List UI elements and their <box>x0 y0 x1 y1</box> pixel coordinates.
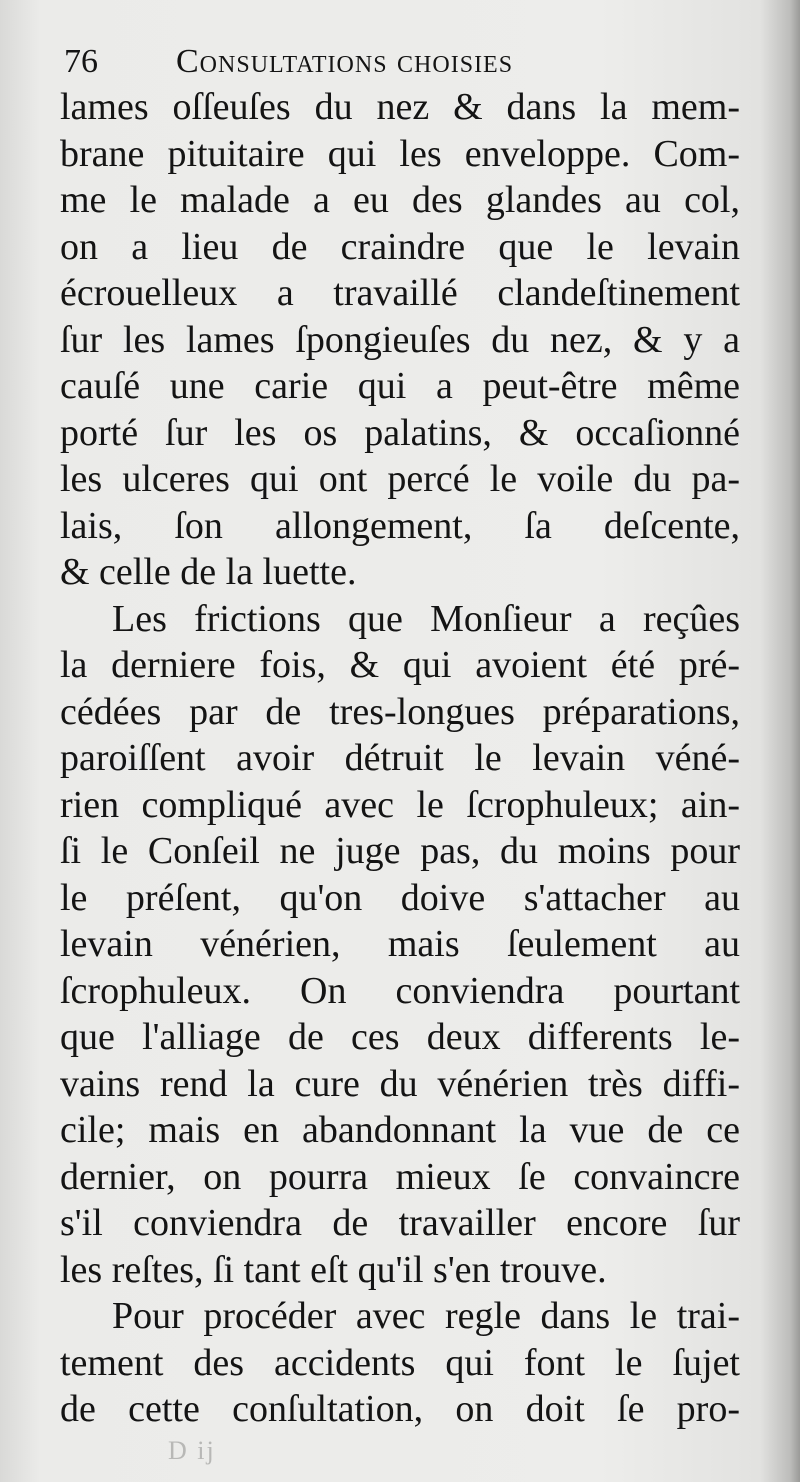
text-line: de cette conſultation, on doit ſe pro- <box>60 1388 740 1430</box>
text-line: ſcrophuleux. On conviendra pourtant <box>60 969 740 1012</box>
text-line: tement des accidents qui font le ſujet <box>60 1341 740 1384</box>
text-line: levain vénérien, mais ſeulement au <box>60 923 740 965</box>
text-line: cédées par de tres-longues préparations, <box>60 690 740 733</box>
text-line: cauſé une carie qui a peut-être même <box>60 365 740 407</box>
text-line: porté ſur les os palatins, & occaſionné <box>60 411 740 454</box>
text-line: & celle de la luette. <box>60 551 357 593</box>
text-line: lais, ſon allongement, ſa deſcente, <box>60 504 740 547</box>
text-line: cile; mais en abandonnant la vue de ce <box>60 1109 740 1151</box>
running-head: Consultations choisies <box>176 43 514 80</box>
text-line: la derniere fois, & qui avoient été pré- <box>60 644 740 686</box>
text-line: ſur les lames ſpongieuſes du nez, & y a <box>60 318 740 361</box>
text-line: on a lieu de craindre que le levain <box>60 225 740 268</box>
text-line: me le malade a eu des glandes au col, <box>60 179 740 221</box>
page-header <box>64 42 664 82</box>
text-line: brane pituitaire qui les enveloppe. Com- <box>60 132 740 175</box>
text-line: écrouelleux a travaillé clandeſtinement <box>60 272 740 314</box>
text-line: ſi le Conſeil ne juge pas, du moins pour <box>60 830 740 872</box>
text-line: le préſent, qu'on doive s'attacher au <box>60 876 740 919</box>
text-line: Les frictions que Monſieur a reçûes <box>112 597 740 640</box>
text-line: vains rend la cure du vénérien très diffi- <box>60 1062 740 1105</box>
text-line: s'il conviendra de travailler encore ſur <box>60 1202 740 1244</box>
text-line: Pour procéder avec regle dans le trai- <box>112 1295 740 1337</box>
text-line: les reſtes, ſi tant eſt qu'il s'en trouve. <box>60 1248 607 1291</box>
text-line: rien compliqué avec le ſcrophuleux; ain- <box>60 783 740 826</box>
text-line: que l'alliage de ces deux differents le- <box>60 1016 740 1058</box>
text-line: paroiſſent avoir détruit le levain véné- <box>60 737 740 779</box>
signature-mark: D ij <box>168 1436 216 1465</box>
page-number: 76 <box>64 43 98 80</box>
text-line: les ulceres qui ont percé le voile du pa- <box>60 458 740 500</box>
text-line: lames oſſeuſes du nez & dans la mem- <box>60 86 740 128</box>
text-line: dernier, on pourra mieux ſe convaincre <box>60 1155 740 1198</box>
body-text <box>60 84 740 1433</box>
